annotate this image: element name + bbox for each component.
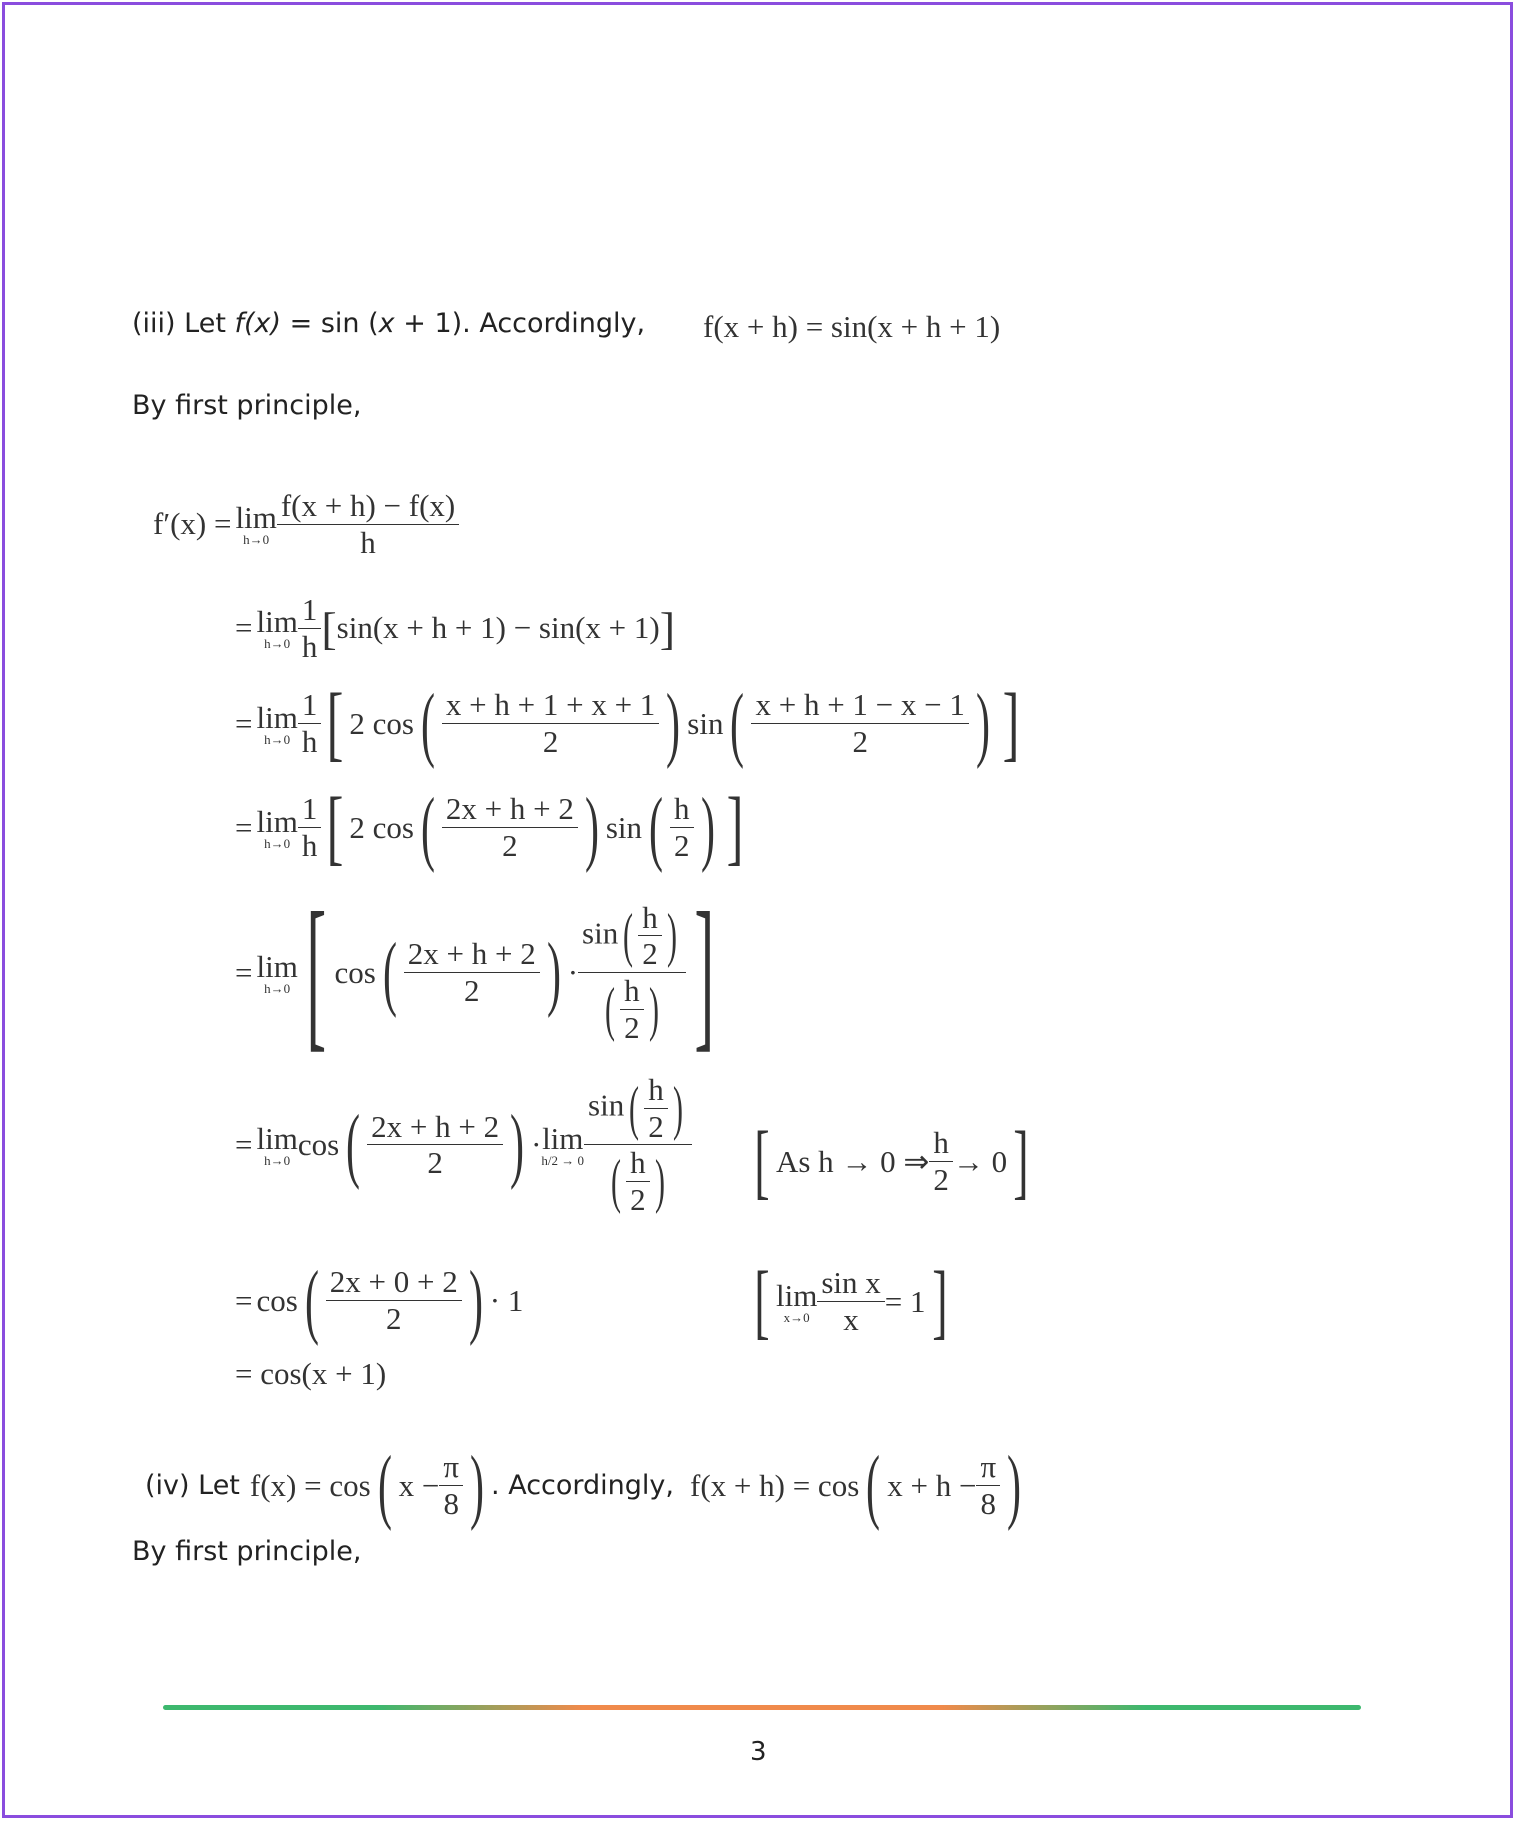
part-iv-intro: (iv) Let f(x) = cos ( x − $\frac{\pi}{8}$ ) . Accordingly, f(x + h) = cos ( x + h − $\frac{\pi}{8}$ ) [145,1439,1022,1532]
note-sinx-limit: [ lim x→0 $\frac{\text{sin x}}{x}$ = 1 ] [754,1255,948,1348]
part-iii-fxh: f(x + h) = sin(x + h + 1) [703,309,1001,344]
first-principle-text-2: By first principle, [132,1536,362,1567]
derivation-line-5: = lim h→0 [ cos ( $\frac{2x + h + 2}{2}$ ) · sin( $\frac{h}{2}$ ) ( $\frac{h}{2}$ ) ] [235,878,714,1066]
derivation-line-6: = lim h→0 cos ( $\frac{2x + h + 2}{2}$ ) · lim h/2 → 0 sin( $\frac{h}{2}$ ) ( $\frac{h}{2}$ ) [235,1072,692,1218]
note-h-to-zero: [ As h → 0 ⇒ $\frac{h}{2}$ → 0 ] [754,1115,1029,1208]
page-number: 3 [750,1737,767,1767]
first-principle-text: By first principle, [132,390,362,421]
footer-divider [163,1705,1361,1710]
derivation-line-2: = lim h→0 $\frac{1}{h}$ [ sin(x + h + 1) − sin(x + 1) ] [235,592,676,664]
part-iii-intro: (iii) Let f(x) = sin (x + 1). Accordingly, [132,308,646,339]
derivation-line-7: = cos ( $\frac{2x + 0 + 2}{2}$ ) · 1 [235,1254,524,1347]
derivation-line-3: = lim h→0 $\frac{1}{h}$ [ 2 cos ( $\frac{x + h + 1 + x + 1}{2}$ ) sin ( $\frac{x + h + 1 - x - 1}{2}$ ) ] [235,677,1020,770]
derivation-line-1: f′(x) = lim h→0 $\frac{f(x + h) - f(x)}{h}$ [153,488,459,560]
derivation-line-8: = cos(x + 1) [235,1356,387,1391]
derivation-line-4: = lim h→0 $\frac{1}{h}$ [ 2 cos ( $\frac{2x + h + 2}{2}$ ) sin ( $\frac{h}{2}$ ) ] [235,781,744,874]
